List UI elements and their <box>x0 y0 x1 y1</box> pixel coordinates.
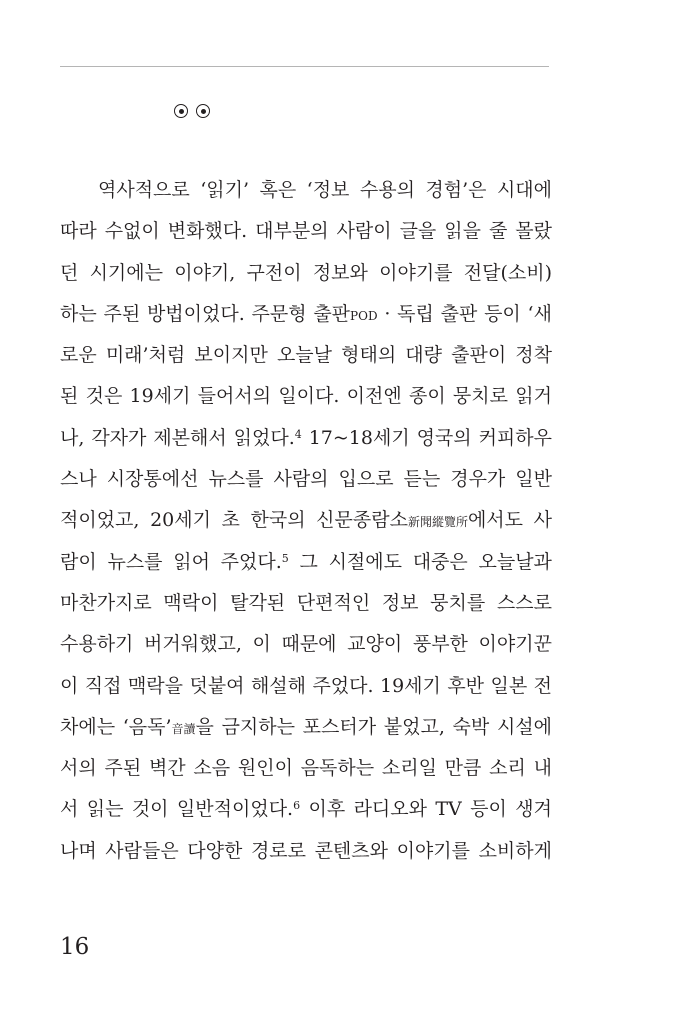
word: 수없이 <box>104 220 160 243</box>
word: 읽는 <box>86 798 124 821</box>
word: 출판 <box>440 302 478 325</box>
word: 대부분의 <box>255 220 329 243</box>
word: 각자가 <box>91 426 147 449</box>
circled-dot-icon <box>174 104 188 118</box>
word: ‘새 <box>527 302 552 325</box>
text-line <box>60 335 552 376</box>
word: ‘정보 <box>306 179 350 201</box>
word: 전달(소비) <box>463 261 552 284</box>
word: 등이 <box>470 798 507 821</box>
word: 대중은 <box>412 550 468 573</box>
word: 것이 <box>131 798 169 821</box>
word: 형태의 <box>341 344 397 367</box>
word: 신문종람소新聞縱覽所에서도 <box>316 509 524 532</box>
word: 원인이 <box>237 757 293 780</box>
word: 따라 <box>60 220 97 243</box>
word: TV <box>435 798 462 821</box>
text-line <box>60 170 552 211</box>
word: 풍부한 <box>412 633 468 656</box>
word: 콘텐츠와 <box>314 839 388 862</box>
text-line <box>60 831 552 872</box>
word: 이 <box>60 674 79 697</box>
word: 나, <box>60 426 85 449</box>
word: 17~18세기 <box>308 426 410 449</box>
word: 직접 <box>84 674 122 697</box>
word: 탈각된 <box>230 591 286 614</box>
word: 읽어 <box>173 550 210 573</box>
word: 숙박 <box>452 715 490 738</box>
word: 대량 <box>405 344 442 367</box>
word: 오늘날 <box>276 344 332 367</box>
word: 소리일 <box>381 757 437 780</box>
text-line <box>60 211 552 252</box>
text-line <box>60 624 552 665</box>
word: 사람의 <box>273 468 329 491</box>
word: 일이다. <box>278 385 340 408</box>
word: 출판POD <box>313 302 378 325</box>
text-line <box>60 583 552 624</box>
footnote-ref: 4 <box>294 427 302 441</box>
word: 시기에는 <box>89 261 163 284</box>
word: 맥락이 <box>163 591 219 614</box>
word: 들어서의 <box>197 385 272 408</box>
text-line <box>60 707 552 748</box>
word: 일반 <box>515 468 552 491</box>
word: 수용의 <box>359 179 415 201</box>
word: 이야기, <box>174 261 236 284</box>
section-divider-mark <box>174 104 210 118</box>
circled-dot-icon <box>196 104 210 118</box>
word: 적이었고, <box>60 509 140 532</box>
word: 일반적이었다.$^6$ <box>176 798 301 821</box>
word: 보이지만 <box>194 344 268 367</box>
word: 금지하는 <box>221 715 295 738</box>
word: 이전엔 <box>346 385 402 408</box>
word: 차에는 <box>60 715 116 738</box>
text-line <box>60 500 552 541</box>
word: 것은 <box>85 385 123 408</box>
text-line <box>60 789 552 830</box>
word: 읽거 <box>515 385 552 408</box>
word: 소비하게 <box>478 839 552 862</box>
word: 주문형 <box>251 302 307 325</box>
body-paragraph <box>60 170 552 872</box>
word: 읽었다.$^4$ <box>233 426 302 449</box>
word: 경로로 <box>250 839 306 862</box>
word: 된 <box>60 385 79 408</box>
word: 미래’처럼 <box>105 344 186 367</box>
text-line <box>60 253 552 294</box>
word: 사람이 <box>336 220 392 243</box>
word: 포스터가 <box>302 715 377 738</box>
text-line <box>60 376 552 417</box>
word: 전 <box>533 674 552 697</box>
word: 버거워했고, <box>144 633 242 656</box>
pod-annotation: POD <box>350 308 378 323</box>
word: 소음 <box>193 757 231 780</box>
word: 종이 <box>408 385 446 408</box>
word: 벽간 <box>148 757 186 780</box>
header-rule <box>60 66 549 67</box>
word: 사람들은 <box>105 839 179 862</box>
text-line <box>60 542 552 583</box>
word: 이후 <box>308 798 346 821</box>
word: 정착 <box>515 344 552 367</box>
word: 시설에 <box>496 715 552 738</box>
word: 제본해서 <box>153 426 227 449</box>
footnote-ref: 6 <box>293 799 301 813</box>
word: 20세기 <box>150 509 211 532</box>
footnote-ref: 5 <box>281 551 289 565</box>
hanja-annotation: 音讀 <box>171 721 196 736</box>
word: 입으로 <box>338 468 394 491</box>
word: 19세기 <box>380 674 441 697</box>
word: 스나 <box>60 468 97 491</box>
word: 역사적으로 <box>98 179 190 201</box>
word: 람이 <box>60 550 97 573</box>
word: 스스로 <box>496 591 552 614</box>
word: 경험’은 <box>425 179 487 201</box>
word: 붙었고, <box>383 715 445 738</box>
word: 서 <box>60 798 79 821</box>
word: 읽을 <box>444 220 481 243</box>
word: · <box>384 302 391 325</box>
word: 정보 <box>381 591 419 614</box>
word: 내 <box>533 757 552 780</box>
word: 그 <box>299 550 318 573</box>
word: 이 <box>252 633 271 656</box>
word: 이야기꾼 <box>478 633 552 656</box>
word: 독립 <box>397 302 434 325</box>
word: 글을 <box>399 220 437 243</box>
word: 커피하우 <box>478 426 552 449</box>
word: 뉴스를 <box>208 468 264 491</box>
word: 던 <box>60 261 79 284</box>
word: 시장통에선 <box>106 468 199 491</box>
word: 사 <box>533 509 552 532</box>
word: 덧붙여 <box>189 674 245 697</box>
word: 몰랐 <box>515 220 552 243</box>
word: 주된 <box>104 757 142 780</box>
word: 19세기 <box>129 385 191 408</box>
word: ‘읽기’ <box>200 179 250 201</box>
text-line <box>60 459 552 500</box>
word: 변화했다. <box>167 220 248 243</box>
word: 등이 <box>484 302 521 325</box>
word: 정보와 <box>312 261 368 284</box>
word: 나며 <box>60 839 97 862</box>
word: 뭉치로 <box>452 385 508 408</box>
word: 라디오와 <box>353 798 427 821</box>
word: 마찬가지로 <box>60 591 152 614</box>
word: 후반 <box>447 674 485 697</box>
text-line <box>60 748 552 789</box>
word: 시절에도 <box>328 550 402 573</box>
word: 때문에 <box>281 633 337 656</box>
word: 영국의 <box>416 426 472 449</box>
word: 주었다. <box>312 674 374 697</box>
word: 로운 <box>60 344 97 367</box>
word: 오늘날과 <box>478 550 552 573</box>
page-number: 16 <box>60 934 90 960</box>
text-line <box>60 294 552 335</box>
word: 하는 <box>60 302 97 325</box>
word: 교양이 <box>347 633 403 656</box>
word: 수용하기 <box>60 633 134 656</box>
word: 뉴스를 <box>107 550 163 573</box>
word: 단편적인 <box>296 591 371 614</box>
word: 만큼 <box>444 757 482 780</box>
word: 줄 <box>488 220 508 243</box>
text-line <box>60 666 552 707</box>
word: 일본 <box>490 674 528 697</box>
word: 서의 <box>60 757 97 780</box>
word: 구전이 <box>246 261 302 284</box>
word: 주었다.$^5$ <box>220 550 289 573</box>
word: 맥락을 <box>127 674 184 697</box>
word: 해설해 <box>250 674 307 697</box>
word: 듣는 <box>403 468 441 491</box>
word: 뭉치를 <box>430 591 486 614</box>
word: 생겨 <box>515 798 552 821</box>
word: ‘음독’音讀을 <box>122 715 214 738</box>
word: 경우가 <box>450 468 506 491</box>
word: 초 <box>221 509 240 532</box>
word: 다양한 <box>187 839 243 862</box>
word: 시대에 <box>496 179 552 201</box>
word: 방법이었다. <box>146 302 245 325</box>
word: 소리 <box>489 757 526 780</box>
word: 혹은 <box>259 179 297 201</box>
word: 음독하는 <box>300 757 375 780</box>
word: 한국의 <box>250 509 306 532</box>
word: 이야기를 <box>379 261 453 284</box>
word: 출판이 <box>451 344 507 367</box>
word: 이야기를 <box>396 839 470 862</box>
word: 주된 <box>103 302 141 325</box>
text-line <box>60 418 552 459</box>
hanja-annotation: 新聞縱覽所 <box>407 515 468 530</box>
